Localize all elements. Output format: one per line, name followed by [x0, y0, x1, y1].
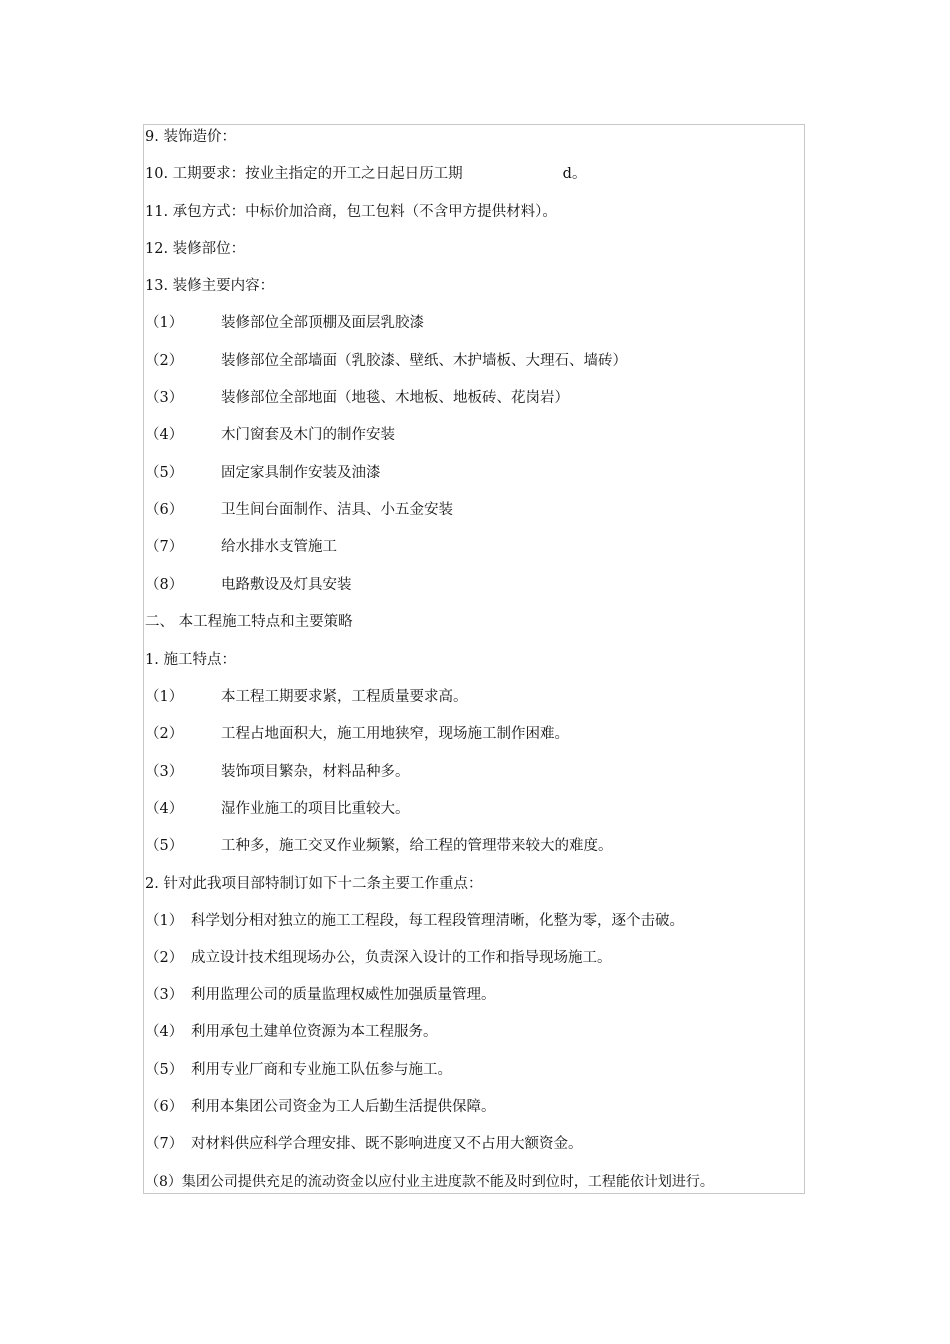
content-item: （5） 固定家具制作安装及油漆: [145, 465, 381, 481]
section-heading: 二、 本工程施工特点和主要策略: [145, 614, 353, 630]
item-10-text: 10. 工期要求：按业主指定的开工之日起日历工期: [145, 166, 463, 182]
point-item: （5） 利用专业厂商和专业施工队伍参与施工。: [145, 1062, 452, 1078]
item-13: 13. 装修主要内容：: [145, 278, 275, 294]
content-item: （3） 装修部位全部地面（地毯、木地板、地板砖、花岗岩）: [145, 390, 569, 406]
feature-item: （3） 装饰项目繁杂，材料品种多。: [145, 764, 410, 780]
content-item: （6） 卫生间台面制作、洁具、小五金安装: [145, 502, 453, 518]
feature-item: （2） 工程占地面积大，施工用地狭窄，现场施工制作困难。: [145, 726, 569, 742]
point-item: （1） 科学划分相对独立的施工工程段，每工程段管理清晰，化整为零，逐个击破。: [145, 913, 684, 929]
content-item: （8） 电路敷设及灯具安装: [145, 577, 352, 593]
point-item: （3） 利用监理公司的质量监理权威性加强质量管理。: [145, 987, 496, 1003]
feature-item: （1） 本工程工期要求紧，工程质量要求高。: [145, 689, 468, 705]
item-12: 12. 装修部位：: [145, 241, 246, 257]
point-item: （6） 利用本集团公司资金为工人后勤生活提供保障。: [145, 1099, 496, 1115]
point-item: （2） 成立设计技术组现场办公，负责深入设计的工作和指导现场施工。: [145, 950, 612, 966]
point-item-last: （8）集团公司提供充足的流动资金以应付业主进度款不能及时到位时，工程能依计划进行。: [145, 1174, 714, 1190]
point-item: （7） 对材料供应科学合理安排、既不影响进度又不占用大额资金。: [145, 1136, 583, 1152]
points-title: 2. 针对此我项目部特制订如下十二条主要工作重点：: [145, 876, 483, 892]
feature-item: （5） 工种多，施工交叉作业频繁，给工程的管理带来较大的难度。: [145, 838, 613, 854]
item-10-unit: d。: [562, 166, 587, 182]
item-9: 9. 装饰造价：: [145, 129, 236, 145]
features-title: 1. 施工特点：: [145, 652, 236, 668]
point-item: （4） 利用承包土建单位资源为本工程服务。: [145, 1024, 438, 1040]
item-10: [145, 164, 586, 184]
content-item: （1） 装修部位全部顶棚及面层乳胶漆: [145, 315, 424, 331]
feature-item: （4） 湿作业施工的项目比重较大。: [145, 801, 410, 817]
content-item: （4） 木门窗套及木门的制作安装: [145, 427, 395, 443]
item-11: 11. 承包方式：中标价加洽商，包工包料（不含甲方提供材料）。: [145, 204, 557, 220]
content-item: （7） 给水排水支管施工: [145, 539, 337, 555]
content-item: （2） 装修部位全部墙面（乳胶漆、壁纸、木护墙板、大理石、墙砖）: [145, 353, 627, 369]
